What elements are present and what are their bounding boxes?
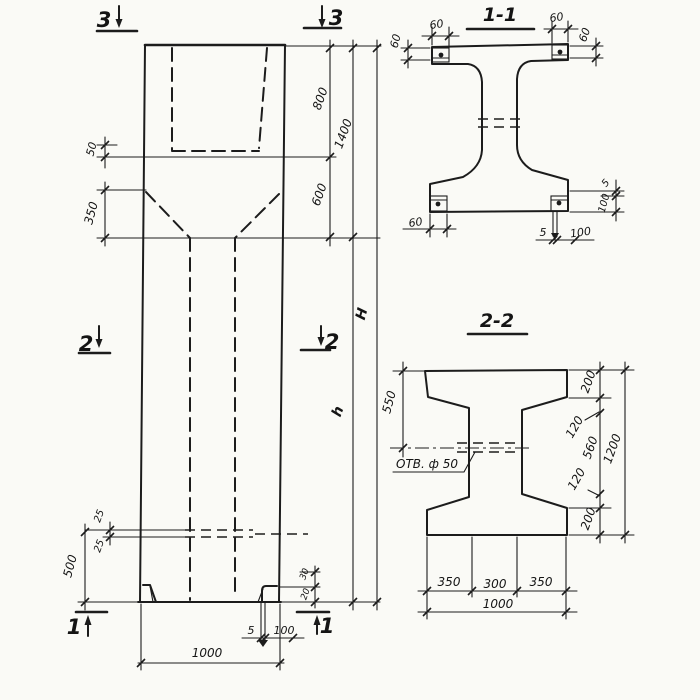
dim-seg-1400: 1400 bbox=[331, 116, 356, 151]
elevation-hidden-lines bbox=[146, 48, 279, 600]
dim-base-500: 500 bbox=[60, 553, 80, 579]
marker-1-right-label: 1 bbox=[319, 614, 335, 638]
section-marker-2-left bbox=[79, 326, 110, 356]
dim-1-1-tl-h: 60 bbox=[387, 32, 404, 50]
hole-label: ОТВ. ф 50 bbox=[396, 457, 458, 471]
dim-1-1-bottom-5: 5 bbox=[539, 226, 547, 239]
marker-2-right-label: 2 bbox=[324, 330, 340, 354]
dim-slot-25-bot: 25 bbox=[92, 538, 107, 555]
dim-2-2-top120: 120 bbox=[562, 413, 587, 441]
dim-height-H: H bbox=[352, 306, 372, 322]
section-1-1-bottom-plate bbox=[553, 212, 557, 236]
dim-foot-30: 30 bbox=[298, 567, 312, 582]
section-2-2-title: 2-2 bbox=[479, 310, 515, 332]
section-1-1 bbox=[388, 4, 624, 244]
section-2-2 bbox=[379, 310, 634, 619]
section-marker-3-right bbox=[304, 6, 343, 30]
elevation-dim-labels bbox=[60, 85, 371, 660]
dim-2-2-1000: 1000 bbox=[482, 597, 514, 611]
section-marker-3-left bbox=[97, 6, 137, 32]
section-2-2-dim-labels bbox=[379, 368, 624, 611]
marker-3-right-label: 3 bbox=[328, 6, 344, 30]
dim-console-350: 350 bbox=[81, 200, 101, 226]
hole-callout bbox=[393, 452, 475, 472]
dim-seg-600: 600 bbox=[308, 181, 330, 208]
dim-2-2-1200: 1200 bbox=[600, 431, 625, 466]
dim-2-2-350r: 350 bbox=[529, 575, 553, 589]
dim-seg-800: 800 bbox=[309, 85, 331, 112]
marker-3-left-label: 3 bbox=[96, 8, 112, 32]
dim-2-2-top200: 200 bbox=[577, 368, 599, 395]
dim-1-1-bl-w: 60 bbox=[407, 215, 424, 230]
dim-1-1-br-5: 5 bbox=[599, 177, 613, 190]
dim-1-1-tr-h: 60 bbox=[576, 26, 594, 44]
section-marker-1-left bbox=[67, 612, 107, 639]
section-1-1-title: 1-1 bbox=[482, 4, 518, 26]
dim-1-1-bottom-100: 100 bbox=[569, 224, 592, 241]
dim-2-2-560: 560 bbox=[579, 434, 601, 461]
dim-1-1-tl-w: 60 bbox=[428, 17, 445, 32]
elevation-outline bbox=[138, 45, 285, 647]
section-marker-2-right bbox=[301, 326, 339, 354]
section-marker-1-right bbox=[297, 612, 334, 638]
section-1-1-outline bbox=[430, 44, 568, 212]
section-1-1-extension-lines bbox=[401, 21, 624, 240]
dim-recess-50: 50 bbox=[83, 140, 100, 158]
elevation-view bbox=[60, 6, 381, 670]
dim-foot-20: 20 bbox=[299, 587, 313, 602]
dim-1-1-br-100: 100 bbox=[596, 192, 613, 214]
dim-height-h: h bbox=[329, 404, 348, 420]
section-1-1-embedded-plates bbox=[430, 45, 568, 211]
dim-2-2-550: 550 bbox=[379, 389, 399, 415]
dim-1-1-tr-w: 60 bbox=[548, 10, 565, 25]
dim-plate-5: 5 bbox=[247, 624, 255, 637]
dim-2-2-bot200: 200 bbox=[577, 505, 599, 532]
dim-2-2-300: 300 bbox=[483, 577, 507, 591]
section-2-2-dim-ticks bbox=[399, 366, 629, 616]
dim-slot-25-top: 25 bbox=[92, 508, 107, 525]
dim-plate-100: 100 bbox=[273, 624, 295, 637]
dim-width-1000: 1000 bbox=[191, 646, 223, 660]
marker-2-left-label: 2 bbox=[78, 332, 94, 356]
marker-1-left-label: 1 bbox=[66, 615, 82, 639]
dim-2-2-bot120: 120 bbox=[564, 465, 589, 493]
dim-2-2-350l: 350 bbox=[437, 575, 461, 589]
